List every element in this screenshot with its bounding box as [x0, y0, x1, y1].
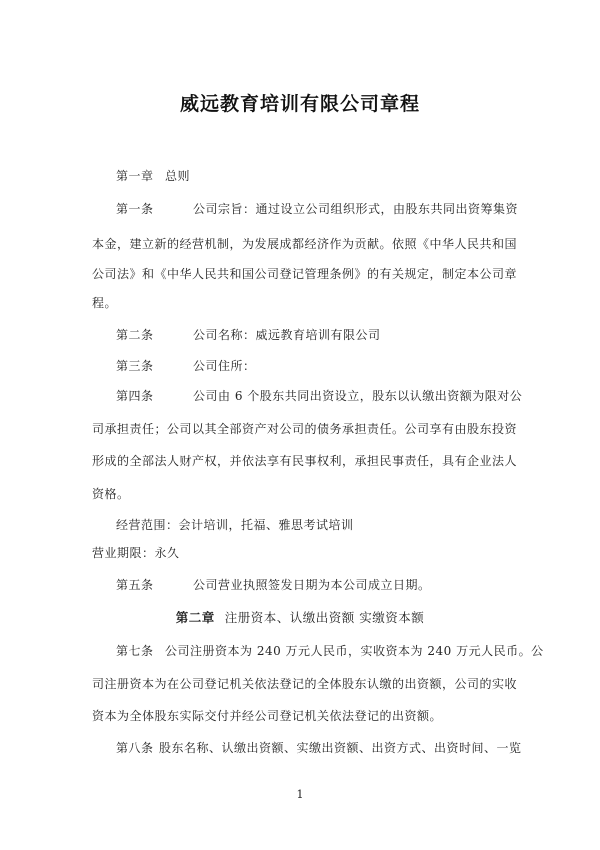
- article-label: 第二条: [116, 328, 154, 342]
- article-text: 公司营业执照签发日期为本公司成立日期。: [193, 578, 431, 592]
- page-number: 1: [296, 788, 304, 801]
- article-7-line-2: 司注册资本为在公司登记机关依法登记的全体股东认缴的出资额，公司的实收: [92, 677, 518, 691]
- document-title: 威远教育培训有限公司章程: [179, 93, 420, 115]
- article-label: 第八条: [116, 741, 154, 755]
- chapter-2-heading: [0, 608, 600, 626]
- article-2: [116, 327, 381, 343]
- article-1-line-2: 本金，建立新的经营机制，为发展成都经济作为贡献。依照《中华人民共和国: [92, 237, 518, 251]
- article-8: [116, 740, 522, 756]
- article-4: [116, 388, 523, 404]
- article-text: 公司由 6 个股东共同出资设立，股东以认缴出资额为限对公: [193, 389, 523, 403]
- chapter-name: 总则: [165, 169, 191, 183]
- article-text: 公司注册资本为 240 万元人民币，实收资本为 240 万元人民币。公: [165, 644, 544, 658]
- article-text: 公司住所：: [193, 359, 256, 373]
- chapter-label: 第一章: [116, 169, 154, 183]
- article-7: [116, 643, 544, 659]
- article-label: 第五条: [116, 578, 154, 592]
- chapter-1-heading: [116, 168, 190, 184]
- article-1-line-4: 程。: [92, 296, 118, 310]
- article-label: 第七条: [116, 644, 154, 658]
- article-3: [116, 358, 256, 374]
- article-4-line-4: 资格。: [92, 487, 130, 501]
- article-label: 第四条: [116, 389, 154, 403]
- article-4-line-2: 司承担责任；公司以其全部资产对公司的债务承担责任。公司享有由股东投资: [92, 422, 518, 436]
- article-1-line-3: 公司法》和《中华人民共和国公司登记管理条例》的有关规定，制定本公司章: [92, 267, 518, 281]
- business-term: 营业期限：永久: [92, 546, 180, 560]
- business-scope: 经营范围：会计培训，托福、雅思考试培训: [116, 518, 354, 532]
- article-7-line-3: 资本为全体股东实际交付并经公司登记机关依法登记的出资额。: [92, 709, 443, 723]
- article-5: [116, 577, 431, 593]
- article-text: 公司名称：威远教育培训有限公司: [193, 328, 381, 342]
- article-label: 第一条: [116, 202, 154, 216]
- article-text: 公司宗旨：通过设立公司组织形式，由股东共同出资筹集资: [193, 202, 519, 216]
- chapter-label: 第二章: [175, 610, 215, 625]
- article-text: 股东名称、认缴出资额、实缴出资额、出资方式、出资时间、一览: [159, 741, 522, 755]
- article-label: 第三条: [116, 359, 154, 373]
- chapter-name: 注册资本、认缴出资额 实缴资本额: [224, 610, 425, 625]
- article-4-line-3: 形成的全部法人财产权，并依法享有民事权利，承担民事责任，具有企业法人: [92, 454, 518, 468]
- article-1: [116, 201, 519, 217]
